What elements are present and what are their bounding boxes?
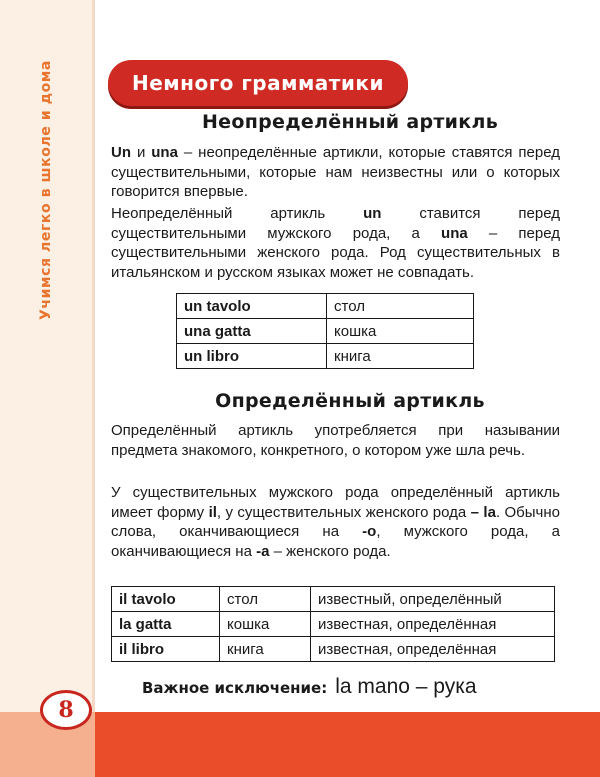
note-cell: известный, определённый [311,587,555,612]
indefinite-paragraph-1 [111,143,560,202]
text: и [131,144,152,161]
indefinite-article-table [176,293,474,369]
italian-cell: un libro [177,344,327,369]
ending-a: -a [256,542,270,560]
russian-cell: книга [327,344,474,369]
table-row [112,637,555,662]
important-exception [142,675,477,699]
table-row [112,587,555,612]
note-cell: известная, определённая [311,612,555,637]
term-il: il [208,503,217,521]
russian-cell: кошка [327,319,474,344]
italian-cell: il libro [112,637,220,662]
russian-cell: кошка [220,612,311,637]
text: Неопределённый артикль [111,205,364,222]
indefinite-article-heading: Неопределённый артикль [201,111,499,133]
term-un: Un [111,144,131,161]
italian-cell: la gatta [112,612,220,637]
russian-cell: стол [220,587,311,612]
exception-example: la mano – рука [335,675,477,698]
text: – женского рода. [269,542,391,560]
text: , у существительных женского рода [216,503,471,521]
table-row [112,612,555,637]
italian-cell: una gatta [177,319,327,344]
russian-cell: книга [220,637,311,662]
text: У существительных мужского рода определённый артикль имеет форму [111,484,560,521]
text: – неопределённые артикли, которые ставятся перед существительными, которые нам неизвестны или о которых говорится впервые. [111,144,560,201]
term-una: una [441,224,468,242]
text: , мужского рода, а оканчивающиеся на [111,523,560,560]
note-cell: известная, определённая [311,637,555,662]
ending-o: -o [362,523,377,541]
indefinite-paragraph-2 [111,204,560,282]
series-title: Учимся легко в школе и дома [38,60,54,320]
definite-article-table [111,586,555,662]
table-row [177,319,474,344]
term-un: un [363,205,382,222]
term-una: una [151,144,178,161]
italian-cell: il tavolo [112,587,220,612]
section-banner: Немного грамматики [108,60,408,106]
text: – перед существительными женского рода. Род существительных в итальянском и русском языках может не совпадать. [111,224,560,281]
definite-paragraph-2 [111,483,560,561]
italian-cell: un tavolo [177,294,327,319]
text: . Обычно слова, оканчивающиеся на [111,503,560,541]
table-row [177,344,474,369]
definite-paragraph-1: Определённый артикль употребляется при назывании предмета знакомого, конкретного, о котором уже шла речь. [111,422,560,459]
russian-cell: стол [327,294,474,319]
exception-label: Важное исключение: [142,679,328,697]
text: ставится перед существительными мужского рода, а [111,205,561,242]
sidebar-edge [92,0,95,777]
definite-article-heading: Определённый артикль [215,390,485,412]
term-la: – la [470,503,496,521]
page-number: 8 [40,690,92,730]
table-row [177,294,474,319]
